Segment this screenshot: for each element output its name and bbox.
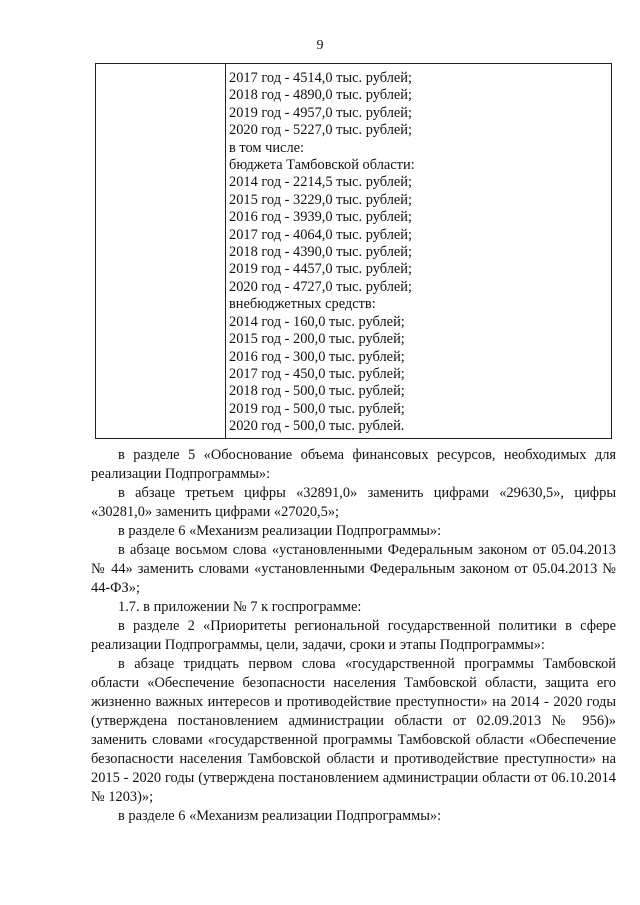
paragraph: 1.7. в приложении № 7 к госпрограмме:: [118, 599, 362, 615]
paragraph: в абзаце третьем цифры «32891,0» заменить цифрами «29630,5», цифры «30281,0» заменить цифрами «27020,5»;: [91, 485, 616, 520]
table-line: 2019 год - 4957,0 тыс. рублей;: [229, 104, 412, 121]
table-line: 2018 год - 500,0 тыс. рублей;: [229, 383, 405, 400]
paragraph: в абзаце тридцать первом слова «государственной программы Тамбовской области «Обеспечение безопасности населения Тамбовской области, защита его жизненно важных интересов и противодействие преступности» на 2014 - 2020 годы (утверждена постановлением администрации области от 02.09.2013 № 956)» заменить словами «государственной программы Тамбовской области «Обеспечение безопасности населения Тамбовской области и противодействие преступности» на 2015 - 2020 годы (утверждена постановлением администрации области от 06.10.2014 № 1203)»;: [91, 656, 616, 805]
table-line: в том числе:: [229, 139, 305, 156]
table-line: 2018 год - 4390,0 тыс. рублей;: [229, 244, 412, 261]
paragraph: в разделе 2 «Приоритеты региональной государственной политики в сфере реализации Подпрограммы, цели, задачи, сроки и этапы Подпрограммы»:: [91, 618, 616, 653]
table-line: 2017 год - 4064,0 тыс. рублей;: [229, 226, 412, 243]
paragraph: в разделе 6 «Механизм реализации Подпрограммы»:: [118, 808, 442, 824]
table-line: 2016 год - 300,0 тыс. рублей;: [229, 348, 405, 365]
table-line: бюджета Тамбовской области:: [229, 157, 415, 174]
table-line: 2020 год - 500,0 тыс. рублей.: [229, 418, 405, 435]
table-line: 2014 год - 2214,5 тыс. рублей;: [229, 174, 412, 191]
table-line: внебюджетных средств:: [229, 296, 376, 313]
table-column-divider: [225, 64, 226, 438]
table-line: 2015 год - 200,0 тыс. рублей;: [229, 331, 405, 348]
table-line: 2020 год - 5227,0 тыс. рублей;: [229, 122, 412, 139]
table-line: 2017 год - 4514,0 тыс. рублей;: [229, 70, 412, 86]
page-number: 9: [316, 38, 324, 53]
table-line: 2019 год - 500,0 тыс. рублей;: [229, 400, 405, 417]
document-body: [91, 446, 616, 826]
paragraph: в абзаце восьмом слова «установленными Федеральным законом от 05.04.2013 № 44» заменить словами «установленными Федеральным законом от 05.04.2013 № 44-ФЗ»;: [91, 542, 616, 596]
table-line: 2014 год - 160,0 тыс. рублей;: [229, 313, 405, 330]
table-line: 2019 год - 4457,0 тыс. рублей;: [229, 261, 412, 278]
table-line: 2015 год - 3229,0 тыс. рублей;: [229, 191, 412, 208]
table-line: 2020 год - 4727,0 тыс. рублей;: [229, 278, 412, 295]
paragraph: в разделе 6 «Механизм реализации Подпрограммы»:: [118, 523, 442, 539]
funding-table: [95, 63, 612, 439]
table-line: 2016 год - 3939,0 тыс. рублей;: [229, 209, 412, 226]
funding-values-cell: [229, 70, 609, 436]
table-line: 2017 год - 450,0 тыс. рублей;: [229, 365, 405, 382]
table-line: 2018 год - 4890,0 тыс. рублей;: [229, 87, 412, 104]
paragraph: в разделе 5 «Обоснование объема финансовых ресурсов, необходимых для реализации Подпрограммы»:: [91, 447, 616, 482]
